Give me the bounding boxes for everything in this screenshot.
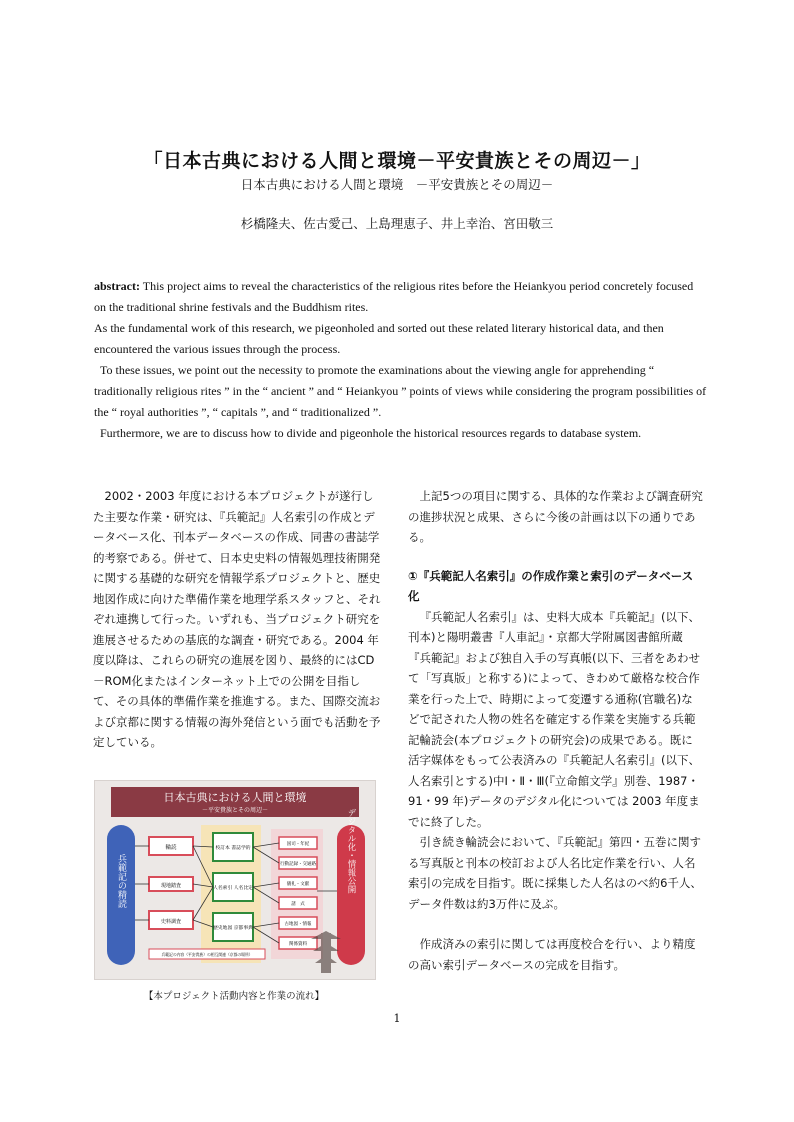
paper-subtitle: 日本古典における人間と環境 －平安貴族とその周辺－ xyxy=(240,177,554,192)
source-box-3-label: 史料調査 xyxy=(160,919,182,925)
figure-title: 日本古典における人間と環境 xyxy=(163,791,307,804)
project-workflow-figure xyxy=(94,780,376,980)
author-list: 杉橋隆夫、佐古愛己、上島理恵子、井上幸治、宮田敬三 xyxy=(240,216,554,231)
right-box-6-label: 関係資料 xyxy=(289,942,307,947)
abstract-text-1: This project aims to reveal the characteristics of the religious rites before the Heiankyou period concretely focused on the traditional shrine festivals and the Buddhism rites. xyxy=(94,279,694,314)
right-box-3-label: 儀礼・文献 xyxy=(286,882,310,887)
paragraph-spacer xyxy=(408,914,704,934)
abstract-paragraph-4: Furthermore, we are to discuss how to divide and pigeonhole the historical resources regards to database system. xyxy=(94,426,642,440)
abstract-paragraph-2: As the fundamental work of this research, we pigeonholed and sorted out these related literary historical data, and then encountered the various issues through the process. xyxy=(94,321,664,356)
right-paragraph-2: 『兵範記人名索引』は、史料大成本『兵範記』(以下、刊本)と陽明叢書『人車記』・京都大学附属図書館所蔵『兵範記』および独自入手の写真帳(以下、三者をあわせて「写真版」と称する)によって、きわめて厳格な校合作業を行った上で、時期によって変遷する通称(官職名)などで記された人物の姓名を確定する作業を実施する兵範記輪読会(本プロジェクトの研究会)の成果である。既に活字媒体をもって公表済みの『兵範記人名索引』(以下、人名索引とする)中Ⅰ・Ⅱ・Ⅲ(『立命館文学』別巻、1987・91・99 年)データのデジタル化については 2003 年度までに終了した。 xyxy=(408,609,700,829)
page-number: 1 xyxy=(393,1012,401,1025)
abstract xyxy=(94,276,708,444)
right-column xyxy=(408,486,704,975)
bottom-note-label: 兵範記の内容（平安貴族）の相互関連（京都の場所） xyxy=(161,952,253,957)
right-box-2-label: 行動記録・交通路 xyxy=(280,862,316,867)
right-box-4-label: 諸 式 xyxy=(291,902,305,907)
center-box-2-label: 人名索引 人名比定 xyxy=(213,886,253,891)
section-heading-1: ①『兵範記人名索引』の作成作業と索引のデータベース化 xyxy=(408,568,694,603)
figure-caption: 【本プロジェクト活動内容と作業の流れ】 xyxy=(143,991,325,1002)
right-paragraph-1: 上記5つの項目に関する、具体的な作業および調査研究の進捗状況と成果、さらに今後の計画は以下の通りである。 xyxy=(408,489,703,544)
center-box-1-label: 校訂本 書誌学的 xyxy=(215,846,251,851)
right-pill-label: デジタル化・情報公開 xyxy=(346,808,356,894)
abstract-paragraph-3: To these issues, we point out the necessity to promote the examinations about the viewing angle for apprehending “ traditionally religious rites ” in the “ ancient ” and “ Heiankyou ” points of views while considering the program possibilities of the “ royal authorities ”, “ capitals ”, and “ traditionalized ”. xyxy=(94,363,710,419)
figure-subtitle: －平安貴族とその周辺－ xyxy=(201,807,269,814)
right-box-1-label: 国司・年紀 xyxy=(286,842,310,847)
left-paragraph-1: 2002・2003 年度における本プロジェクトが遂行した主要な作業・研究は、『兵範記』人名索引の作成とデータベース化、刊本データベースの作成、同書の書誌学的考察である。併せて、日本史史料の情報処理技術開発に関する基礎的な研究を情報学系プロジェクトと、歴史地図作成に向けた準備作業を地理学系スタッフと、それぞれ連携して行った。いずれも、当プロジェクト研究を進展させるための基底的な調査・研究である。2004 年度以降は、これらの研究の進展を図り、最終的にはCD－ROM化またはインターネット上での公開を目指して、その具体的準備作業を推進する。また、国際交流および京都に関する情報の海外発信という面でも活動を予定している。 xyxy=(93,489,381,749)
abstract-label: abstract: xyxy=(94,279,140,293)
paper-title: 「日本古典における人間と環境－平安貴族とその周辺－」 xyxy=(143,150,651,172)
center-box-3-label: 歴史地図 京都事典 xyxy=(213,926,253,931)
source-box-1-label: 輪読 xyxy=(165,845,177,851)
right-paragraph-3: 引き続き輪読会において、『兵範記』第四・五巻に関する写真版と刊本の校訂および人名比定作業を行い、人名索引の完成を目指す。既に採集した人名はのべ約6千人、データ件数は約3万件に及ぶ。 xyxy=(408,835,702,911)
left-column xyxy=(93,486,383,753)
source-box-2-label: 現地踏査 xyxy=(160,883,182,889)
left-pill-label: 兵範記の精読 xyxy=(116,854,126,908)
workflow-diagram xyxy=(95,781,375,979)
right-box-5-label: 古地図・情報 xyxy=(284,922,312,927)
abstract-paragraph-1 xyxy=(94,276,708,318)
right-paragraph-4: 作成済みの索引に関しては再度校合を行い、より精度の高い索引データベースの完成を目指す。 xyxy=(408,937,696,972)
